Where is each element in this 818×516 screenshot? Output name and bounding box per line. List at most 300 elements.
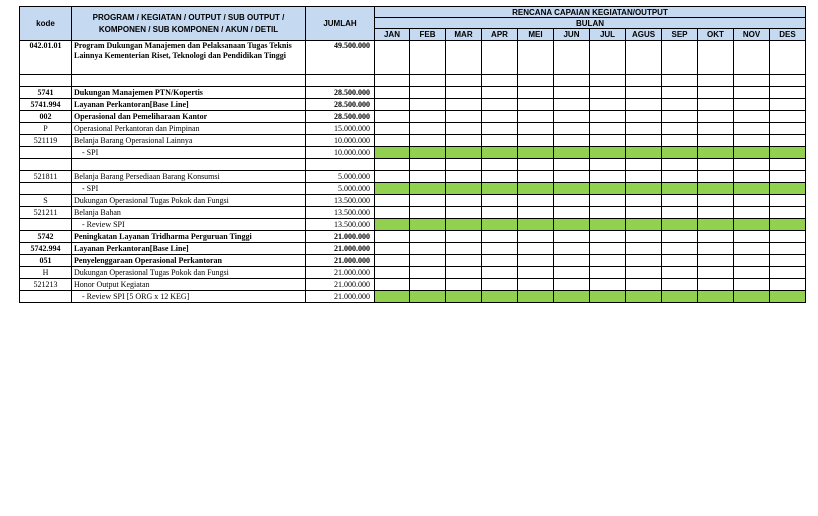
month-cell <box>626 183 662 195</box>
month-cell <box>375 99 410 111</box>
row-jumlah: 13.500.000 <box>306 207 375 219</box>
month-cell <box>662 291 698 303</box>
row-jumlah: 21.000.000 <box>306 231 375 243</box>
month-cell <box>446 123 482 135</box>
table-row <box>20 75 806 87</box>
table-row <box>20 147 806 159</box>
month-cell <box>375 75 410 87</box>
month-cell <box>410 267 446 279</box>
table-row <box>20 267 806 279</box>
month-cell <box>734 267 770 279</box>
month-cell <box>518 207 554 219</box>
row-description: Layanan Perkantoran[Base Line] <box>72 243 306 255</box>
table-row <box>20 255 806 267</box>
month-cell <box>626 255 662 267</box>
month-cell <box>375 183 410 195</box>
month-cell <box>375 41 410 75</box>
month-cell <box>770 291 806 303</box>
row-jumlah: 28.500.000 <box>306 87 375 99</box>
month-cell <box>410 219 446 231</box>
month-cell <box>626 159 662 171</box>
month-cell <box>410 41 446 75</box>
budget-sheet <box>19 6 806 303</box>
row-jumlah: 28.500.000 <box>306 99 375 111</box>
header-month-jul: JUL <box>590 29 626 41</box>
month-cell <box>734 231 770 243</box>
header-month-mei: MEI <box>518 29 554 41</box>
month-cell <box>482 75 518 87</box>
row-jumlah <box>306 75 375 87</box>
month-cell <box>482 219 518 231</box>
month-cell <box>554 87 590 99</box>
month-cell <box>482 135 518 147</box>
month-cell <box>698 243 734 255</box>
month-cell <box>626 207 662 219</box>
table-row <box>20 41 806 75</box>
month-cell <box>626 111 662 123</box>
month-cell <box>482 267 518 279</box>
month-cell <box>482 207 518 219</box>
month-cell <box>734 207 770 219</box>
header-month-okt: OKT <box>698 29 734 41</box>
row-description: Penyelenggaraan Operasional Perkantoran <box>72 255 306 267</box>
header-rencana: RENCANA CAPAIAN KEGIATAN/OUTPUT <box>375 7 806 18</box>
month-cell <box>662 231 698 243</box>
month-cell <box>770 195 806 207</box>
month-cell <box>518 267 554 279</box>
month-cell <box>518 195 554 207</box>
header-month-nov: NOV <box>734 29 770 41</box>
month-cell <box>590 171 626 183</box>
row-description: Dukungan Manajemen PTN/Kopertis <box>72 87 306 99</box>
month-cell <box>446 87 482 99</box>
month-cell <box>770 231 806 243</box>
month-cell <box>662 219 698 231</box>
month-cell <box>590 41 626 75</box>
month-cell <box>554 219 590 231</box>
month-cell <box>698 291 734 303</box>
month-cell <box>410 279 446 291</box>
header-month-des: DES <box>770 29 806 41</box>
month-cell <box>554 183 590 195</box>
month-cell <box>770 135 806 147</box>
month-cell <box>554 207 590 219</box>
month-cell <box>446 255 482 267</box>
month-cell <box>554 147 590 159</box>
month-cell <box>410 75 446 87</box>
rencana-capaian-table <box>19 6 806 303</box>
month-cell <box>662 111 698 123</box>
month-cell <box>482 291 518 303</box>
month-cell <box>482 111 518 123</box>
month-cell <box>410 147 446 159</box>
row-kode: 5742 <box>20 231 72 243</box>
month-cell <box>698 159 734 171</box>
header-program <box>72 7 306 41</box>
month-cell <box>698 123 734 135</box>
month-cell <box>375 219 410 231</box>
month-cell <box>410 123 446 135</box>
table-row <box>20 207 806 219</box>
month-cell <box>482 243 518 255</box>
month-cell <box>734 219 770 231</box>
month-cell <box>698 99 734 111</box>
month-cell <box>518 279 554 291</box>
month-cell <box>590 183 626 195</box>
month-cell <box>698 195 734 207</box>
month-cell <box>626 243 662 255</box>
month-cell <box>518 41 554 75</box>
table-row <box>20 135 806 147</box>
header-month-agus: AGUS <box>626 29 662 41</box>
month-cell <box>662 183 698 195</box>
row-kode: 5741.994 <box>20 99 72 111</box>
month-cell <box>626 41 662 75</box>
month-cell <box>590 219 626 231</box>
month-cell <box>375 207 410 219</box>
month-cell <box>770 171 806 183</box>
row-jumlah: 15.000.000 <box>306 123 375 135</box>
month-cell <box>698 147 734 159</box>
row-kode <box>20 291 72 303</box>
month-cell <box>590 147 626 159</box>
month-cell <box>518 99 554 111</box>
month-cell <box>590 267 626 279</box>
month-cell <box>734 111 770 123</box>
month-cell <box>698 231 734 243</box>
month-cell <box>698 279 734 291</box>
month-cell <box>375 279 410 291</box>
month-cell <box>770 243 806 255</box>
month-cell <box>554 135 590 147</box>
row-description: Belanja Barang Operasional Lainnya <box>72 135 306 147</box>
month-cell <box>554 255 590 267</box>
row-jumlah: 21.000.000 <box>306 267 375 279</box>
month-cell <box>590 243 626 255</box>
month-cell <box>662 87 698 99</box>
month-cell <box>770 111 806 123</box>
month-cell <box>590 99 626 111</box>
header-program-line1: PROGRAM / KEGIATAN / OUTPUT / SUB OUTPUT / <box>92 12 285 22</box>
month-cell <box>446 243 482 255</box>
month-cell <box>410 291 446 303</box>
month-cell <box>626 279 662 291</box>
month-cell <box>482 279 518 291</box>
month-cell <box>518 219 554 231</box>
month-cell <box>518 135 554 147</box>
row-kode <box>20 147 72 159</box>
month-cell <box>590 75 626 87</box>
month-cell <box>590 207 626 219</box>
row-description: - SPI <box>72 183 306 195</box>
month-cell <box>554 111 590 123</box>
month-cell <box>482 255 518 267</box>
month-cell <box>698 171 734 183</box>
row-jumlah: 49.500.000 <box>306 41 375 75</box>
month-cell <box>554 159 590 171</box>
month-cell <box>626 135 662 147</box>
row-jumlah: 13.500.000 <box>306 219 375 231</box>
month-cell <box>410 243 446 255</box>
month-cell <box>590 255 626 267</box>
month-cell <box>626 291 662 303</box>
month-cell <box>698 183 734 195</box>
header-kode: kode <box>20 7 72 41</box>
row-description: Layanan Perkantoran[Base Line] <box>72 99 306 111</box>
month-cell <box>662 123 698 135</box>
month-cell <box>375 159 410 171</box>
row-kode: 521119 <box>20 135 72 147</box>
table-row <box>20 243 806 255</box>
month-cell <box>446 183 482 195</box>
month-cell <box>590 279 626 291</box>
month-cell <box>698 87 734 99</box>
header-month-jan: JAN <box>375 29 410 41</box>
month-cell <box>375 195 410 207</box>
month-cell <box>662 41 698 75</box>
table-row <box>20 87 806 99</box>
month-cell <box>446 159 482 171</box>
month-cell <box>554 243 590 255</box>
month-cell <box>410 87 446 99</box>
month-cell <box>734 255 770 267</box>
month-cell <box>446 207 482 219</box>
month-cell <box>662 135 698 147</box>
month-cell <box>734 183 770 195</box>
month-cell <box>410 207 446 219</box>
month-cell <box>662 75 698 87</box>
month-cell <box>518 183 554 195</box>
table-row <box>20 171 806 183</box>
month-cell <box>770 219 806 231</box>
month-cell <box>482 123 518 135</box>
row-jumlah: 5.000.000 <box>306 171 375 183</box>
row-kode: S <box>20 195 72 207</box>
month-cell <box>626 231 662 243</box>
month-cell <box>590 111 626 123</box>
month-cell <box>518 255 554 267</box>
month-cell <box>734 279 770 291</box>
month-cell <box>410 183 446 195</box>
month-cell <box>662 171 698 183</box>
month-cell <box>770 123 806 135</box>
row-jumlah: 21.000.000 <box>306 291 375 303</box>
month-cell <box>734 243 770 255</box>
month-cell <box>482 87 518 99</box>
month-cell <box>375 267 410 279</box>
month-cell <box>410 231 446 243</box>
month-cell <box>770 41 806 75</box>
month-cell <box>554 171 590 183</box>
month-cell <box>698 255 734 267</box>
header-bulan: BULAN <box>375 18 806 29</box>
row-description: - Review SPI [5 ORG x 12 KEG] <box>72 291 306 303</box>
table-row <box>20 219 806 231</box>
table-row <box>20 159 806 171</box>
row-description: Belanja Bahan <box>72 207 306 219</box>
month-cell <box>770 87 806 99</box>
row-description <box>72 75 306 87</box>
month-cell <box>770 183 806 195</box>
month-cell <box>446 279 482 291</box>
month-cell <box>554 195 590 207</box>
month-cell <box>734 159 770 171</box>
row-description: Dukungan Operasional Tugas Pokok dan Fungsi <box>72 195 306 207</box>
month-cell <box>446 135 482 147</box>
month-cell <box>554 267 590 279</box>
month-cell <box>554 99 590 111</box>
row-kode: H <box>20 267 72 279</box>
month-cell <box>662 255 698 267</box>
header-month-jun: JUN <box>554 29 590 41</box>
month-cell <box>410 195 446 207</box>
month-cell <box>518 171 554 183</box>
month-cell <box>626 87 662 99</box>
row-kode <box>20 75 72 87</box>
month-cell <box>698 219 734 231</box>
row-kode: 521211 <box>20 207 72 219</box>
row-kode: 002 <box>20 111 72 123</box>
month-cell <box>518 111 554 123</box>
month-cell <box>482 195 518 207</box>
month-cell <box>590 159 626 171</box>
header-month-mar: MAR <box>446 29 482 41</box>
month-cell <box>518 231 554 243</box>
month-cell <box>446 41 482 75</box>
month-cell <box>446 111 482 123</box>
row-description: - Review SPI <box>72 219 306 231</box>
row-description: Honor Output Kegiatan <box>72 279 306 291</box>
month-cell <box>375 87 410 99</box>
row-description: - SPI <box>72 147 306 159</box>
table-row <box>20 279 806 291</box>
month-cell <box>590 195 626 207</box>
month-cell <box>410 159 446 171</box>
month-cell <box>698 75 734 87</box>
month-cell <box>375 171 410 183</box>
month-cell <box>482 147 518 159</box>
month-cell <box>734 123 770 135</box>
month-cell <box>518 147 554 159</box>
table-row <box>20 231 806 243</box>
month-cell <box>626 171 662 183</box>
header-program-line2: KOMPONEN / SUB KOMPONEN / AKUN / DETIL <box>98 24 279 34</box>
month-cell <box>626 147 662 159</box>
month-cell <box>590 291 626 303</box>
month-cell <box>626 267 662 279</box>
month-cell <box>446 231 482 243</box>
row-jumlah: 10.000.000 <box>306 147 375 159</box>
row-description <box>72 159 306 171</box>
month-cell <box>375 243 410 255</box>
row-kode <box>20 159 72 171</box>
month-cell <box>626 123 662 135</box>
header-jumlah: JUMLAH <box>306 7 375 41</box>
row-kode <box>20 219 72 231</box>
month-cell <box>482 99 518 111</box>
month-cell <box>554 279 590 291</box>
row-jumlah: 21.000.000 <box>306 279 375 291</box>
month-cell <box>734 87 770 99</box>
month-cell <box>770 207 806 219</box>
month-cell <box>554 41 590 75</box>
month-cell <box>770 75 806 87</box>
month-cell <box>734 99 770 111</box>
month-cell <box>375 123 410 135</box>
month-cell <box>446 267 482 279</box>
month-cell <box>698 111 734 123</box>
row-kode: 521213 <box>20 279 72 291</box>
month-cell <box>375 291 410 303</box>
month-cell <box>590 123 626 135</box>
month-cell <box>482 41 518 75</box>
month-cell <box>410 99 446 111</box>
month-cell <box>590 87 626 99</box>
month-cell <box>734 135 770 147</box>
row-description: Program Dukungan Manajemen dan Pelaksanaan Tugas Teknis Lainnya Kementerian Riset, Teknologi dan Pendidikan Tinggi <box>72 41 306 75</box>
month-cell <box>446 195 482 207</box>
month-cell <box>518 123 554 135</box>
month-cell <box>626 75 662 87</box>
month-cell <box>770 255 806 267</box>
month-cell <box>662 147 698 159</box>
month-cell <box>482 171 518 183</box>
month-cell <box>410 171 446 183</box>
header-month-feb: FEB <box>410 29 446 41</box>
month-cell <box>662 279 698 291</box>
month-cell <box>446 171 482 183</box>
month-cell <box>590 135 626 147</box>
month-cell <box>375 147 410 159</box>
month-cell <box>662 207 698 219</box>
row-kode: 5742.994 <box>20 243 72 255</box>
month-cell <box>734 171 770 183</box>
row-kode: 521811 <box>20 171 72 183</box>
month-cell <box>446 219 482 231</box>
month-cell <box>554 123 590 135</box>
row-jumlah: 28.500.000 <box>306 111 375 123</box>
month-cell <box>662 159 698 171</box>
month-cell <box>375 111 410 123</box>
month-cell <box>770 147 806 159</box>
month-cell <box>446 75 482 87</box>
month-cell <box>482 183 518 195</box>
month-cell <box>446 99 482 111</box>
month-cell <box>734 75 770 87</box>
month-cell <box>590 231 626 243</box>
month-cell <box>410 111 446 123</box>
month-cell <box>375 255 410 267</box>
row-jumlah: 21.000.000 <box>306 255 375 267</box>
row-jumlah <box>306 159 375 171</box>
table-row <box>20 195 806 207</box>
month-cell <box>410 135 446 147</box>
month-cell <box>410 255 446 267</box>
month-cell <box>698 41 734 75</box>
month-cell <box>770 99 806 111</box>
month-cell <box>482 159 518 171</box>
month-cell <box>698 267 734 279</box>
month-cell <box>518 243 554 255</box>
month-cell <box>770 279 806 291</box>
month-cell <box>482 231 518 243</box>
month-cell <box>698 207 734 219</box>
month-cell <box>554 291 590 303</box>
table-row <box>20 183 806 195</box>
row-jumlah: 10.000.000 <box>306 135 375 147</box>
month-cell <box>375 231 410 243</box>
month-cell <box>662 243 698 255</box>
